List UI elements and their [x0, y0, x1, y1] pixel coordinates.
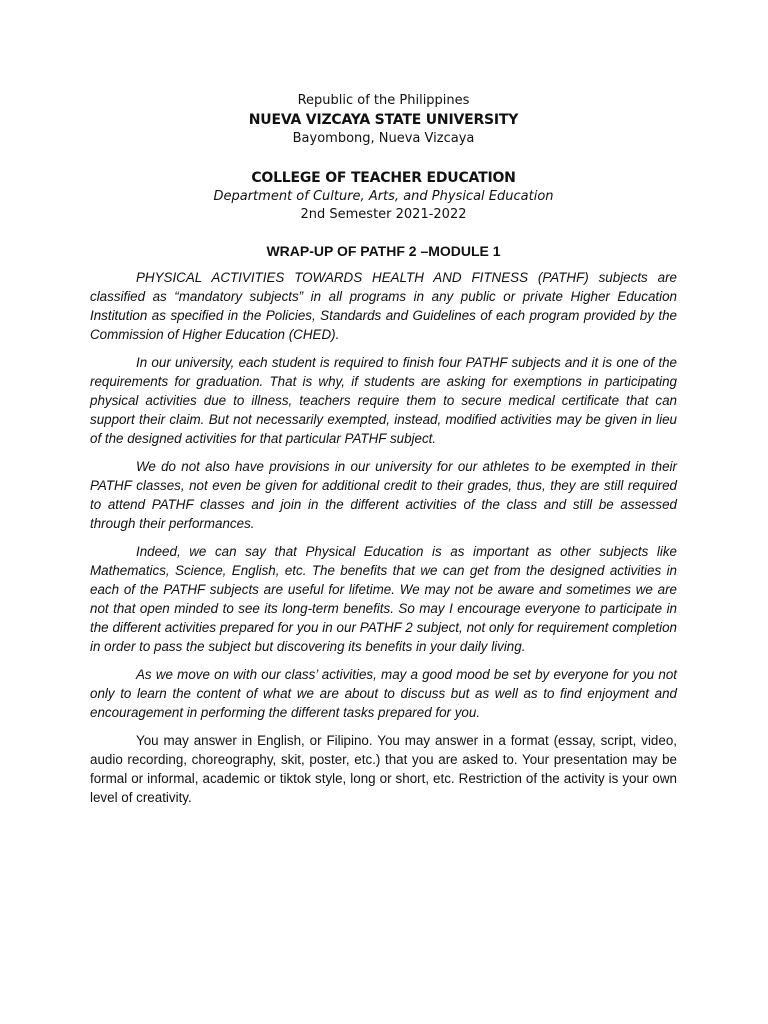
header-spacer [90, 148, 677, 168]
paragraph-3: We do not also have provisions in our university for our athletes to be exempted in their PATHF classes, not even be given for additional credit to their grades, thus, they are still required to attend PATHF classes and join in the different activities of the class and still be assessed through their performances. [90, 459, 677, 531]
republic-line: Republic of the Philippines [297, 93, 470, 108]
semester-line: 2nd Semester 2021-2022 [300, 207, 467, 222]
paragraph-2: In our university, each student is required to finish four PATHF subjects and it is one of the requirements for graduation. That is why, if students are asking for exemptions in participating physical activities due to illness, teachers require them to secure medical certificate that can support their claim. But not necessarily exempted, instead, modified activities may be given in lieu of the designed activities for that particular PATHF subject. [90, 355, 677, 446]
department-name: Department of Culture, Arts, and Physical Education [213, 189, 554, 204]
document-header [90, 92, 677, 224]
paragraph-6: You may answer in English, or Filipino. You may answer in a format (essay, script, video, audio recording, choreography, skit, poster, etc.) that you are asked to. Your presentation may be formal or informal, academic or tiktok style, long or short, etc. Restriction of the activity is your own level of creativity. [90, 733, 677, 805]
document-page [90, 92, 677, 816]
college-name: COLLEGE OF TEACHER EDUCATION [251, 170, 516, 186]
document-body [90, 268, 677, 807]
university-name: NUEVA VIZCAYA STATE UNIVERSITY [248, 112, 519, 128]
document-title: WRAP-UP OF PATHF 2 –MODULE 1 [266, 243, 501, 259]
paragraph-4: Indeed, we can say that Physical Education is as important as other subjects like Mathematics, Science, English, etc. The benefits that we can get from the designed activities in each of the PATHF subjects are useful for lifetime. We may not be aware and sometimes we are not that open minded to see its long-term benefits. So may I encourage everyone to participate in the different activities prepared for you in our PATHF 2 subject, not only for requirement completion in order to pass the subject but discovering its benefits in your daily living. [90, 544, 677, 654]
paragraph-5: As we move on with our class’ activities, may a good mood be set by everyone for you not only to learn the content of what we are about to discuss but as well as to find enjoyment and encouragement in performing the different tasks prepared for you. [90, 667, 677, 720]
paragraph-1: PHYSICAL ACTIVITIES TOWARDS HEALTH AND FITNESS (PATHF) subjects are classified as “mandatory subjects” in all programs in any public or private Higher Education Institution as specified in the Policies, Standards and Guidelines of each program provided by the Commission of Higher Education (CHED). [90, 270, 677, 342]
university-location: Bayombong, Nueva Vizcaya [292, 131, 475, 146]
